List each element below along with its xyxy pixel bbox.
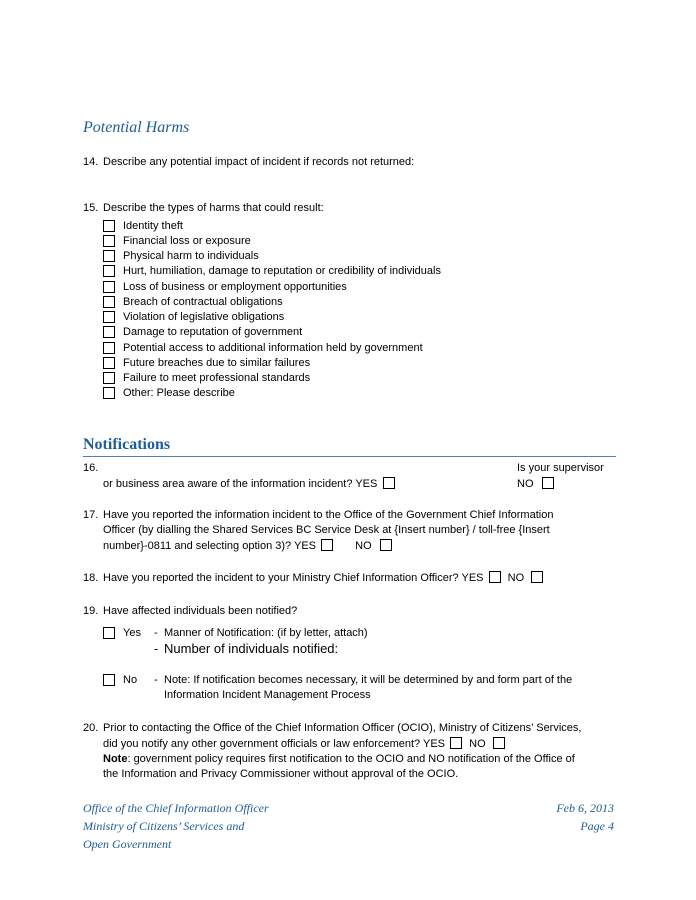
question-text-15: Describe the types of harms that could result: bbox=[103, 202, 324, 214]
yes-checkbox[interactable] bbox=[103, 627, 115, 639]
question-text-18-text: Have you reported the incident to your Ministry Chief Information Officer? YES bbox=[103, 572, 484, 584]
harm-option-label: Physical harm to individuals bbox=[123, 250, 259, 262]
footer-government: Open Government bbox=[83, 837, 172, 851]
no-checkbox[interactable] bbox=[531, 571, 543, 583]
question-text-20-line2-text: did you notify any other government officials or law enforcement? YES bbox=[103, 738, 446, 750]
harm-option-label: Future breaches due to similar failures bbox=[123, 357, 311, 369]
question-number-20: 20. bbox=[83, 722, 99, 734]
harm-option-label: Other: Please describe bbox=[123, 387, 235, 399]
q20-note-line2: the Information and Privacy Commissioner without approval of the OCIO. bbox=[103, 768, 459, 780]
question-text-17-line3-text: number}-0811 and selecting option 3)? YES bbox=[103, 540, 317, 552]
question-text-17-line2: Officer (by dialling the Shared Services BC Service Desk at {Insert number} / toll-free {Insert bbox=[103, 524, 550, 536]
question-text-18 bbox=[103, 571, 543, 586]
checkbox[interactable] bbox=[103, 220, 115, 232]
yes-checkbox[interactable] bbox=[321, 539, 333, 551]
question-text-20-line1: Prior to contacting the Office of the Chief Information Officer (OCIO), Ministry of Citizens’ Services, bbox=[103, 722, 582, 734]
question-text-17-line1: Have you reported the information incident to the Office of the Government Chief Information bbox=[103, 509, 554, 521]
note-text: : government policy requires first notification to the OCIO and NO notification of the Office of bbox=[127, 753, 575, 765]
footer-right bbox=[494, 799, 614, 835]
yes-checkbox[interactable] bbox=[450, 737, 462, 749]
question-text-16 bbox=[103, 477, 395, 492]
section-heading-potential-harms: Potential Harms bbox=[83, 119, 190, 136]
harm-option-label: Identity theft bbox=[123, 220, 183, 232]
question-number-14: 14. bbox=[83, 156, 99, 168]
dash: - bbox=[154, 674, 158, 686]
question-number-17: 17. bbox=[83, 509, 99, 521]
question-text-14: Describe any potential impact of incident if records not returned: bbox=[103, 156, 415, 168]
question-number-19: 19. bbox=[83, 605, 99, 617]
no-label: NO bbox=[355, 540, 372, 552]
question-text-16-right: Is your supervisor bbox=[517, 462, 604, 474]
harm-option-label: Hurt, humiliation, damage to reputation or credibility of individuals bbox=[123, 265, 441, 277]
no-label: NO bbox=[517, 478, 534, 490]
checkbox[interactable] bbox=[103, 387, 115, 399]
no-checkbox[interactable] bbox=[493, 737, 505, 749]
harm-option-label: Loss of business or employment opportunities bbox=[123, 281, 347, 293]
checkbox[interactable] bbox=[103, 265, 115, 277]
no-label: NO bbox=[469, 738, 486, 750]
harm-option-label: Violation of legislative obligations bbox=[123, 311, 285, 323]
no-checkbox[interactable] bbox=[380, 539, 392, 551]
no-label: No bbox=[123, 674, 138, 686]
number-notified-text: Number of individuals notified: bbox=[164, 641, 339, 656]
checkbox[interactable] bbox=[103, 296, 115, 308]
footer-left bbox=[83, 799, 269, 853]
checkbox[interactable] bbox=[103, 311, 115, 323]
no-checkbox[interactable] bbox=[542, 477, 554, 489]
harm-option-label: Failure to meet professional standards bbox=[123, 372, 311, 384]
section-divider bbox=[83, 456, 616, 457]
no-label: NO bbox=[507, 572, 525, 584]
question-number-15: 15. bbox=[83, 202, 99, 214]
question-text-20-line2 bbox=[103, 737, 505, 752]
checkbox[interactable] bbox=[103, 326, 115, 338]
checkbox[interactable] bbox=[103, 357, 115, 369]
footer-date: Feb 6, 2013 bbox=[556, 801, 614, 815]
harm-option-label: Potential access to additional information held by government bbox=[123, 342, 423, 354]
note-label: Note bbox=[103, 753, 128, 765]
question-text-19: Have affected individuals been notified? bbox=[103, 605, 298, 617]
yes-checkbox[interactable] bbox=[489, 571, 501, 583]
footer-ministry: Ministry of Citizens’ Services and bbox=[83, 819, 245, 833]
no-note-line2: Information Incident Management Process bbox=[164, 689, 371, 701]
checkbox[interactable] bbox=[103, 281, 115, 293]
question-text-16-line2: or business area aware of the information incident? YES bbox=[103, 478, 378, 490]
checkbox[interactable] bbox=[103, 235, 115, 247]
question-number-18: 18. bbox=[83, 572, 99, 584]
harm-option-label: Financial loss or exposure bbox=[123, 235, 251, 247]
q20-note bbox=[103, 752, 575, 767]
dash: - bbox=[154, 627, 158, 639]
yes-label: Yes bbox=[123, 627, 141, 639]
q16-no-option bbox=[517, 477, 554, 492]
checkbox[interactable] bbox=[103, 372, 115, 384]
footer-office: Office of the Chief Information Officer bbox=[83, 801, 269, 815]
footer-page-number: Page 4 bbox=[580, 819, 614, 833]
dash: - bbox=[154, 641, 159, 656]
no-note-line1: Note: If notification becomes necessary, it will be determined by and form part of the bbox=[164, 674, 573, 686]
harm-option-label: Damage to reputation of government bbox=[123, 326, 303, 338]
checkbox[interactable] bbox=[103, 342, 115, 354]
notification-manner-text: Manner of Notification: (if by letter, attach) bbox=[164, 627, 368, 639]
checkbox[interactable] bbox=[103, 250, 115, 262]
no-checkbox[interactable] bbox=[103, 674, 115, 686]
harm-option-label: Breach of contractual obligations bbox=[123, 296, 283, 308]
question-number-16: 16. bbox=[83, 462, 99, 474]
yes-checkbox[interactable] bbox=[383, 477, 395, 489]
question-text-17-line3 bbox=[103, 539, 392, 554]
section-heading-notifications: Notifications bbox=[83, 436, 171, 453]
